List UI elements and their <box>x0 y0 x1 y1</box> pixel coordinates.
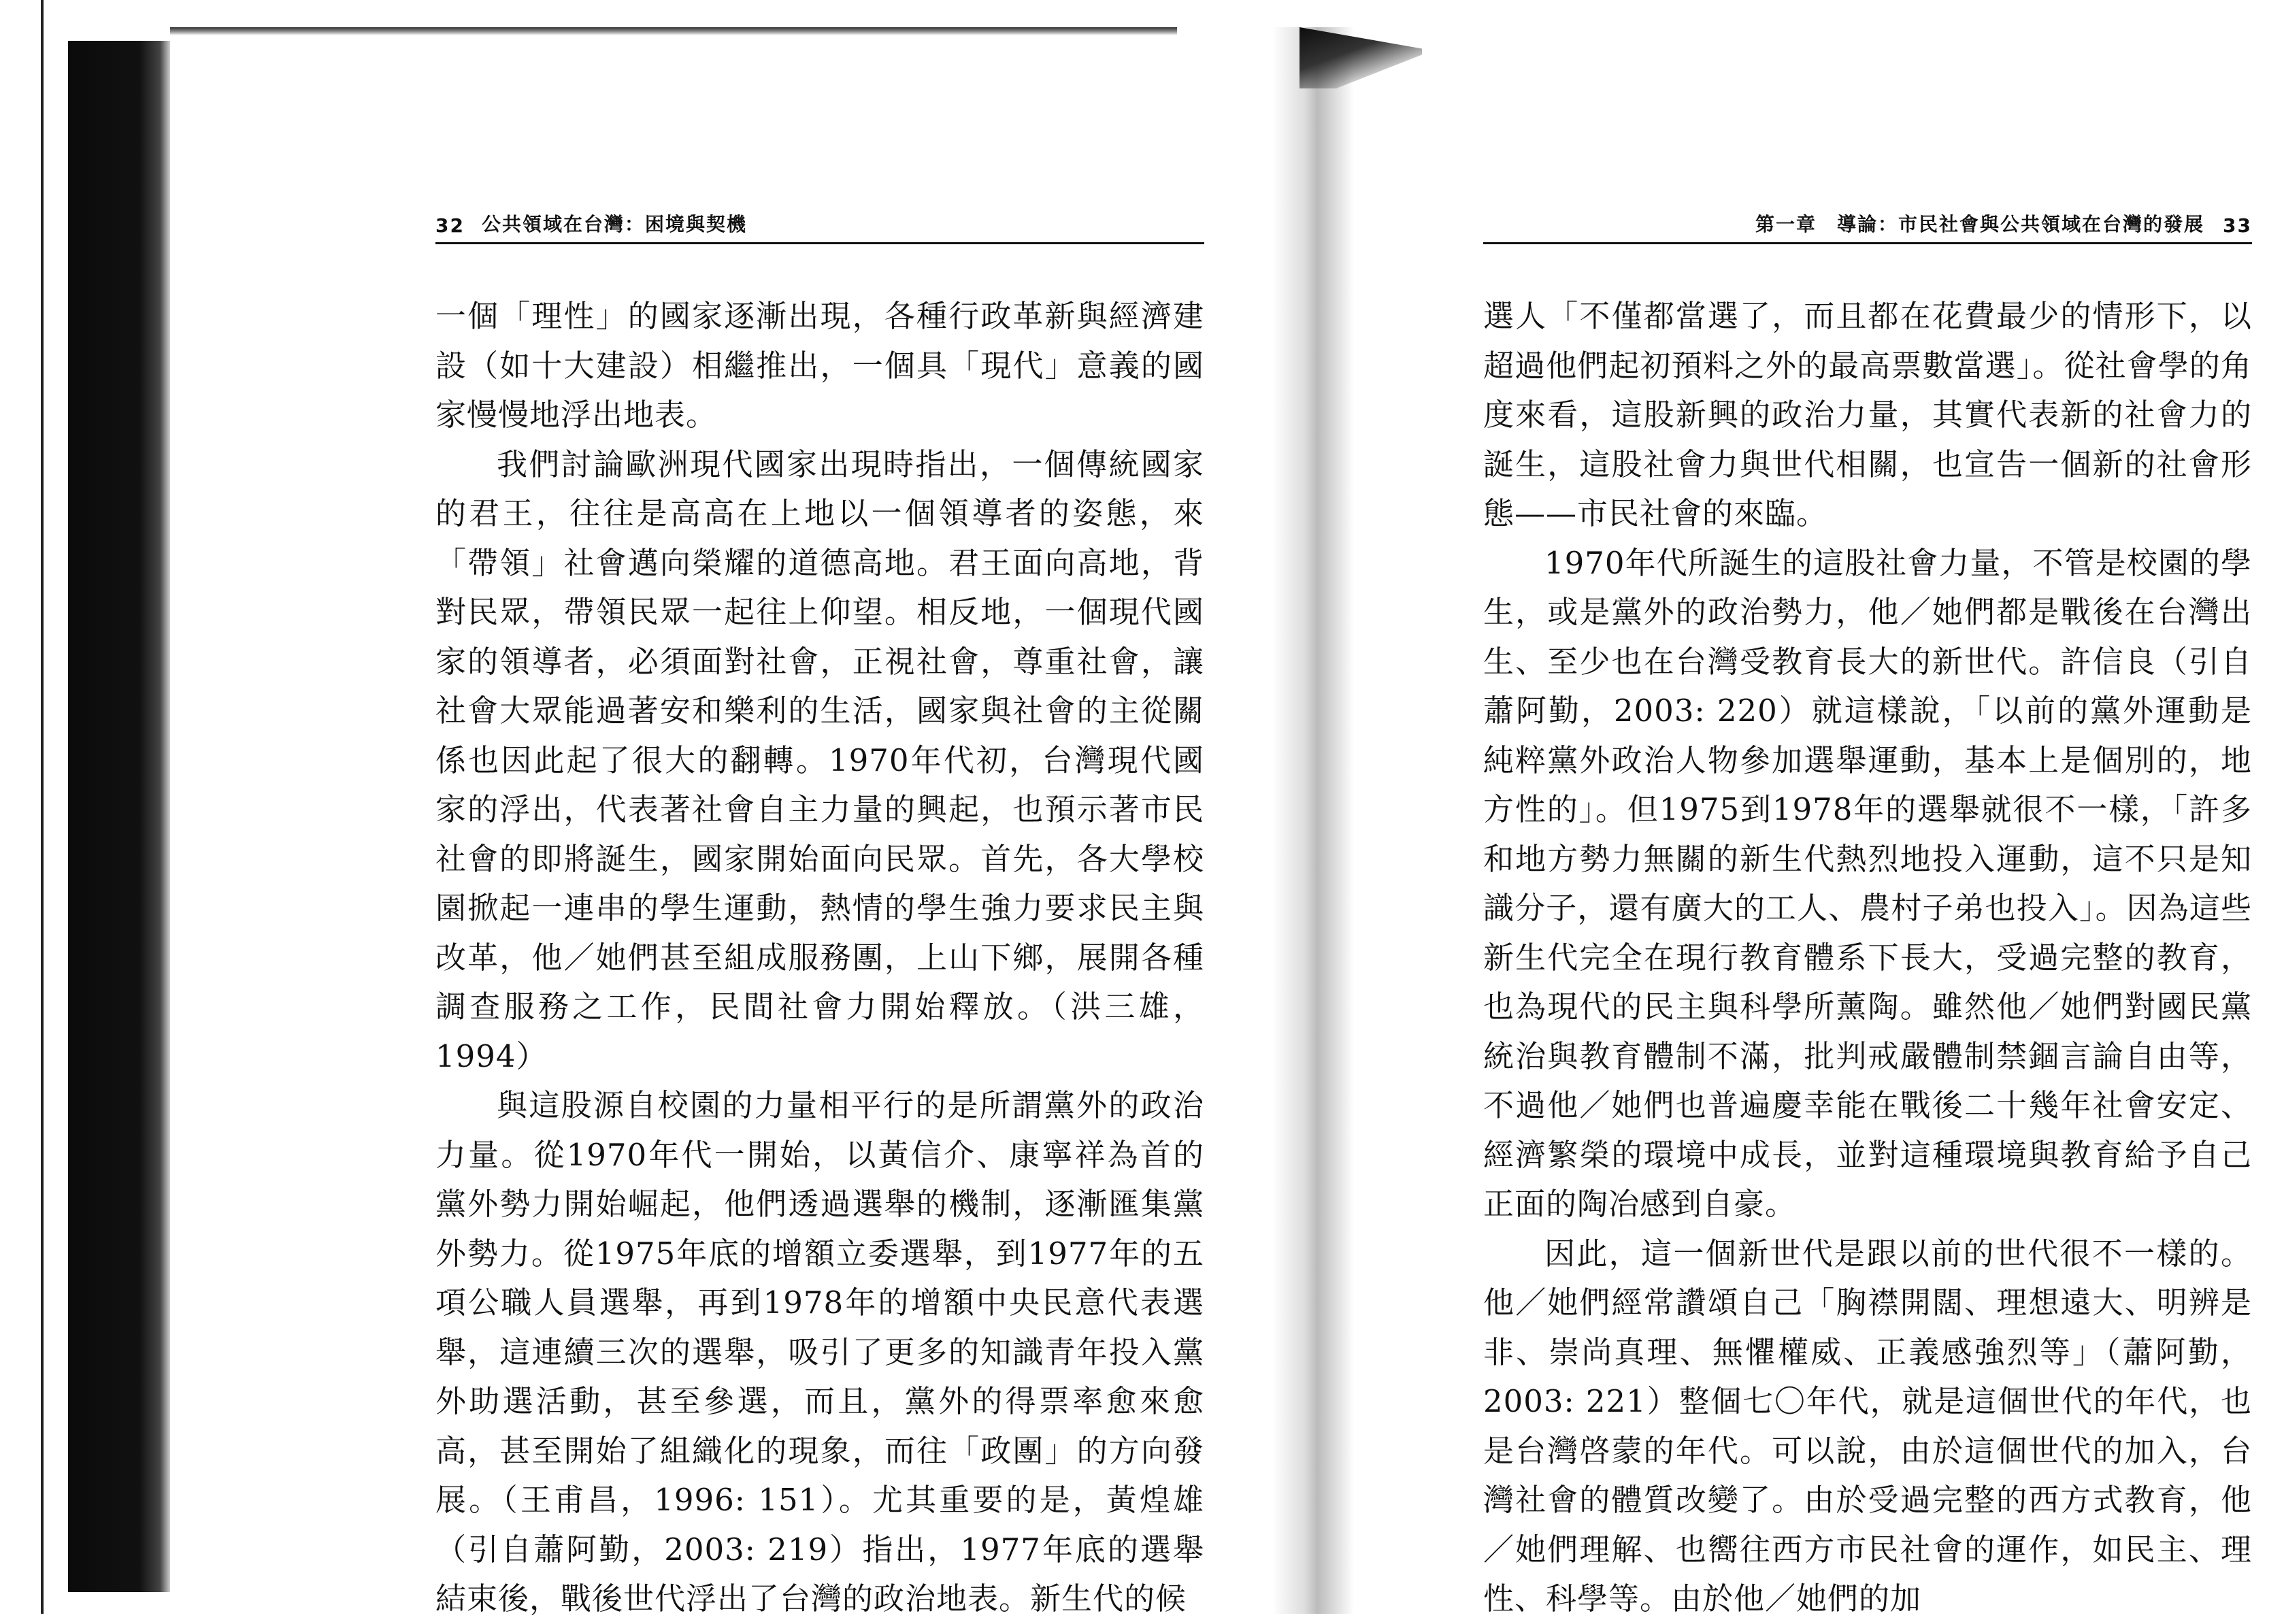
paragraph: 1970年代所誕生的這股社會力量，不管是校園的學生，或是黨外的政治勢力，他／她們都是戰後在台灣出生、至少也在台灣受教育長大的新世代。許信良（引自蕭阿勤，2003: 220）就這樣說，「以前的黨外運動是純粹黨外政治人物參加選舉運動，基本上是個別的，地方性的」。但1975到1978年的選舉就很不一樣，「許多和地方勢力無關的新生代熱烈地投入運動，這不只是知識分子，還有廣大的工人、農村子弟也投入」。因為這些新生代完全在現行教育體系下長大，受過完整的教育，也為現代的民主與科學所薰陶。雖然他／她們對國民黨統治與教育體制不滿，批判戒嚴體制禁錮言論自由等，不過他／她們也普遍慶幸能在戰後二十幾年社會安定、經濟繁榮的環境中成長，並對這種環境與教育給予自己正面的陶冶感到自豪。 <box>1483 544 2252 1222</box>
running-head <box>435 204 1204 244</box>
paragraph: 因此，這一個新世代是跟以前的世代很不一樣的。他／她們經常讚頌自己「胸襟開闊、理想遠大、明辨是非、崇尚真理、無懼權威、正義感強烈等」（蕭阿勤，2003: 221）整個七〇年代，就是這個世代的年代，也是台灣啓蒙的年代。可以說，由於這個世代的加入，台灣社會的體質改變了。由於受過完整的西方式教育，他／她們理解、也嚮往西方市民社會的運作，如民主、理性、科學等。由於他／她們的加 <box>1483 1235 2252 1617</box>
paragraph: 我們討論歐洲現代國家出現時指出，一個傳統國家的君王，往往是高高在上地以一個領導者的姿態，來「帶領」社會邁向榮耀的道德高地。君王面向高地，背對民眾，帶領民眾一起往上仰望。相反地，一個現代國家的領導者，必須面對社會，正視社會，尊重社會，讓社會大眾能過著安和樂利的生活，國家與社會的主從關係也因此起了很大的翻轉。1970年代初，台灣現代國家的浮出，代表著社會自主力量的興起，也預示著市民社會的即將誕生，國家開始面向民眾。首先，各大學校園掀起一連串的學生運動，熱情的學生強力要求民主與改革，他／她們甚至組成服務團，上山下鄉，展開各種調查服務之工作，民間社會力開始釋放。（洪三雄，1994） <box>435 446 1204 1074</box>
running-head-title: 公共領域在台灣：困境與契機 <box>482 213 748 235</box>
paragraph: 選人「不僅都當選了，而且都在花費最少的情形下，以超過他們起初預料之外的最高票數當選」。從社會學的角度來看，這股新興的政治力量，其實代表新的社會力的誕生，這股社會力與世代相關，也宣告一個新的社會形態——市民社會的來臨。 <box>1483 298 2252 531</box>
paragraph: 與這股源自校園的力量相平行的是所謂黨外的政治力量。從1970年代一開始，以黃信介、康寧祥為首的黨外勢力開始崛起，他們透過選舉的機制，逐漸匯集黨外勢力。從1975年底的增額立委選舉，到1977年的五項公職人員選舉，再到1978年的增額中央民意代表選舉，這連續三次的選舉，吸引了更多的知識青年投入黨外助選活動，甚至參選，而且，黨外的得票率愈來愈高，甚至開始了組織化的現象，而往「政團」的方向發展。（王甫昌，1996: 151）。尤其重要的是，黃煌雄（引自蕭阿勤，2003: 219）指出，1977年底的選舉結束後，戰後世代浮出了台灣的政治地表。新生代的候 <box>435 1087 1204 1617</box>
left-page <box>435 204 1204 1624</box>
page-body <box>435 292 1204 1624</box>
running-head-title: 第一章 導論：市民社會與公共領域在台灣的發展 <box>1755 213 2204 235</box>
scan-shadow-left <box>68 41 170 1592</box>
page-body <box>1483 292 2252 1624</box>
book-gutter <box>1272 27 1354 1614</box>
page-number: 32 <box>435 214 465 237</box>
paragraph: 一個「理性」的國家逐漸出現，各種行政革新與經濟建設（如十大建設）相繼推出，一個具「現代」意義的國家慢慢地浮出地表。 <box>435 298 1204 433</box>
page-number: 33 <box>2223 214 2252 237</box>
scan-shadow-top <box>170 27 1177 35</box>
scan-edge-line <box>41 0 44 1614</box>
scan-shadow-corner <box>1300 27 1422 88</box>
running-head <box>1483 204 2252 244</box>
right-page <box>1483 204 2252 1624</box>
